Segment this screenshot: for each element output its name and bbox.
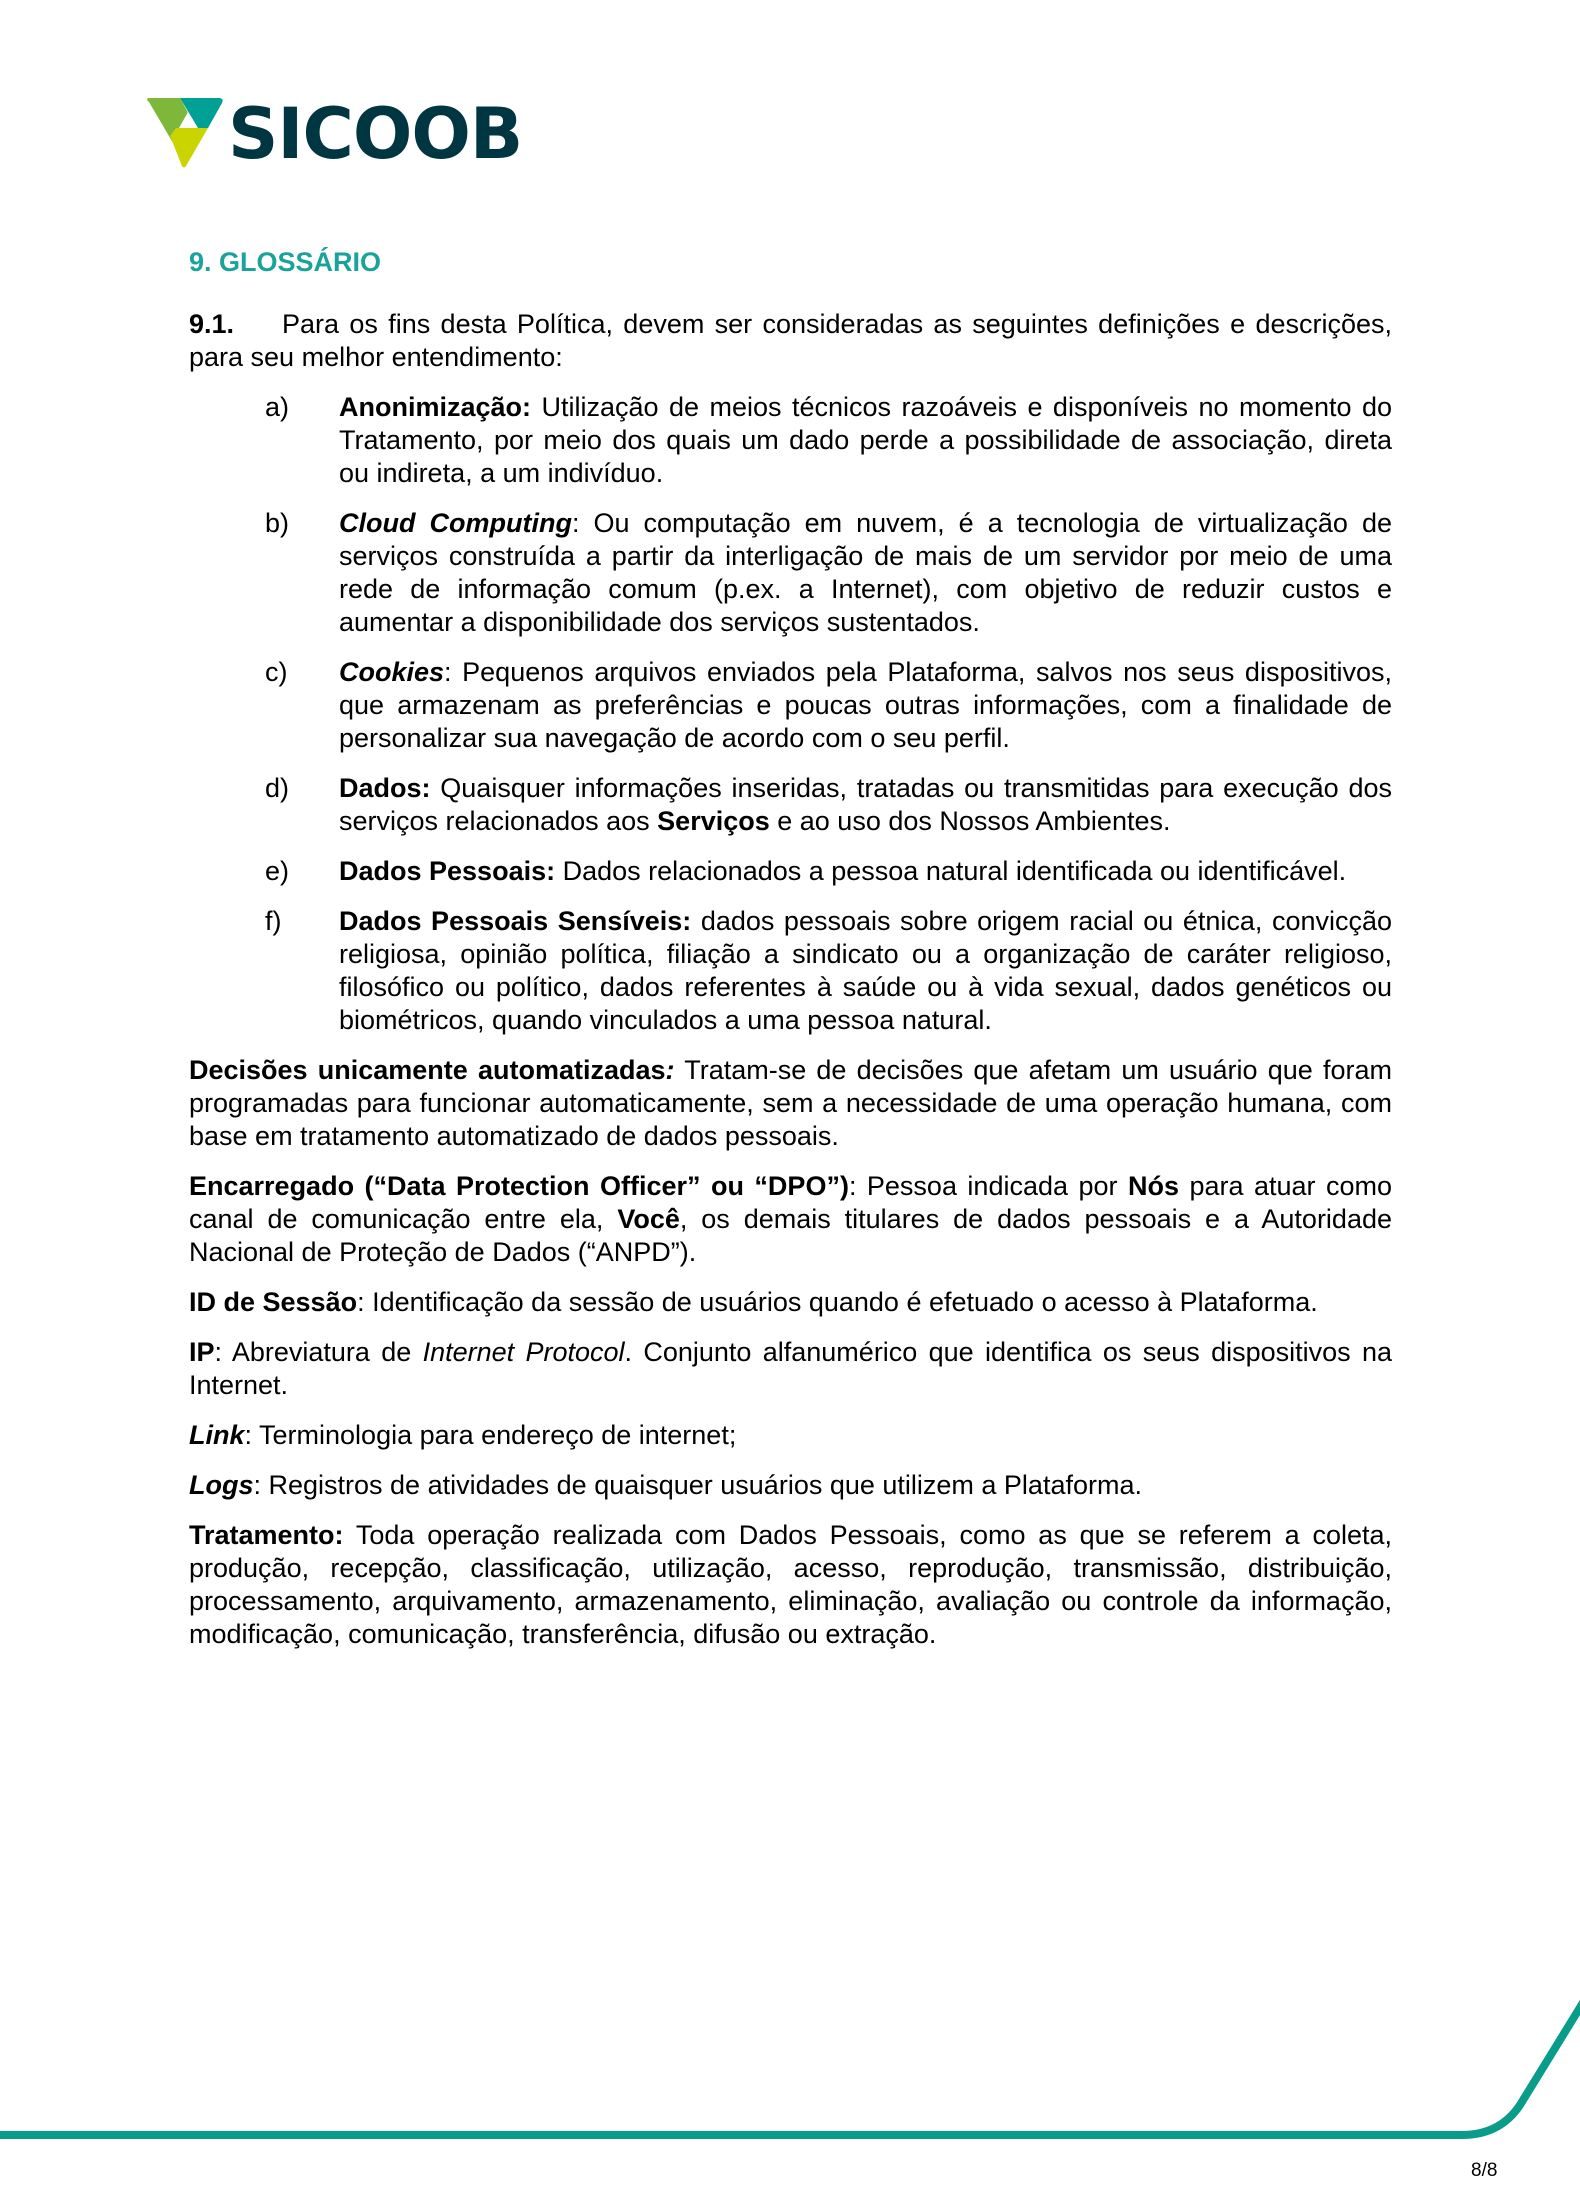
list-marker: a)	[265, 392, 290, 422]
definition: Utilização de meios técnicos razoáveis e disponíveis no momento do Tratamento, por meio dos quais um dado perde a possibilidade de associação, direta ou indireta, a um indivíduo.	[339, 392, 1392, 488]
sicoob-triangle-icon	[146, 98, 226, 170]
entry-decisoes	[189, 1054, 1392, 1153]
entry-logs	[189, 1469, 1392, 1502]
definition: Toda operação realizada com Dados Pessoais, como as que se referem a coleta, produção, recepção, classificação, utilização, acesso, reprodução, transmissão, distribuição, processamento, arquivamento, armazenamento, eliminação, avaliação ou controle da informação, modificação, comunicação, transferência, difusão ou extração.	[189, 1520, 1392, 1649]
definition-emphasis: Você	[617, 1204, 680, 1234]
list-item-dados-pessoais-sensiveis	[189, 905, 1392, 1037]
term-colon: :	[665, 1055, 675, 1085]
definition: : Pequenos arquivos enviados pela Plataforma, salvos nos seus dispositivos, que armazenam as preferências e poucas outras informações, com a finalidade de personalizar sua navegação de acordo com o seu perfil.	[339, 657, 1392, 753]
clause-number: 9.1.	[189, 309, 235, 339]
entry-encarregado	[189, 1170, 1392, 1269]
entry-ip	[189, 1336, 1392, 1402]
section-title: 9. GLOSSÁRIO	[189, 247, 382, 277]
list-item-dados	[189, 772, 1392, 838]
term: Anonimização:	[339, 392, 532, 422]
entry-link	[189, 1419, 1392, 1452]
definition: Dados relacionados a pessoa natural identificada ou identificável.	[555, 856, 1347, 886]
list-item-dados-pessoais	[189, 855, 1392, 888]
list-marker: c)	[265, 657, 288, 687]
definition: Quaisquer informações inseridas, tratadas ou transmitidas para execução dos serviços relacionados aos	[339, 773, 1392, 836]
definition: dados pessoais sobre origem racial ou étnica, convicção religiosa, opinião política, filiação a sindicato ou a organização de caráter religioso, filosófico ou político, dados referentes à saúde ou à vida sexual, dados genéticos ou biométricos, quando vinculados a uma pessoa natural.	[339, 906, 1393, 1035]
term: Decisões unicamente automatizadas	[189, 1055, 666, 1085]
definition: para atuar como canal de comunicação entre ela,	[189, 1171, 1392, 1234]
term: Cookies	[339, 657, 445, 687]
list-marker: b)	[265, 508, 290, 538]
definition: . Conjunto alfanumérico que identifica os seus dispositivos na Internet.	[189, 1337, 1392, 1400]
definition: : Abreviatura de	[214, 1337, 423, 1367]
definition: Tratam-se de decisões que afetam um usuário que foram programadas para funcionar automaticamente, sem a necessidade de uma operação humana, com base em tratamento automatizado de dados pessoais.	[189, 1055, 1392, 1151]
intro-paragraph	[189, 308, 1392, 374]
definition-emphasis: Nós	[1127, 1171, 1179, 1201]
definition: : Pessoa indicada por	[848, 1171, 1128, 1201]
term: ID de Sessão	[189, 1287, 358, 1317]
term: Logs	[189, 1470, 254, 1500]
definition: : Registros de atividades de quaisquer usuários que utilizem a Plataforma.	[253, 1470, 1142, 1500]
definition-emphasis: Serviços	[657, 806, 770, 836]
intro-text: Para os fins desta Política, devem ser consideradas as seguintes definições e descrições, para seu melhor entendimento:	[189, 309, 1392, 372]
term: Tratamento:	[189, 1520, 344, 1550]
list-item-cloud-computing	[189, 507, 1392, 639]
definition: : Terminologia para endereço de internet;	[244, 1420, 737, 1450]
list-marker: e)	[265, 856, 290, 886]
footer-curve-decoration	[0, 1975, 1580, 2155]
definition: : Identificação da sessão de usuários quando é efetuado o acesso à Plataforma.	[357, 1287, 1318, 1317]
document-body	[189, 242, 1392, 1668]
term: Dados Pessoais:	[339, 856, 556, 886]
sicoob-logo	[146, 93, 523, 175]
term: Dados:	[339, 773, 431, 803]
definition: : Ou computação em nuvem, é a tecnologia de virtualização de serviços construída a partir da interligação de mais de um servidor por meio de uma rede de informação comum (p.ex. a Internet), com objetivo de reduzir custos e aumentar a disponibilidade dos serviços sustentados.	[339, 508, 1392, 637]
definitions-list	[189, 391, 1392, 1037]
term: Encarregado (“Data Protection Officer” ou “DPO”)	[189, 1171, 849, 1201]
entry-id-sessao	[189, 1286, 1392, 1319]
list-item-cookies	[189, 656, 1392, 755]
term: Cloud Computing	[339, 508, 572, 538]
term: IP	[189, 1337, 215, 1367]
list-marker: d)	[265, 773, 290, 803]
definition-italic: Internet Protocol	[422, 1337, 625, 1367]
list-item-anonimizacao	[189, 391, 1392, 490]
term: Link	[189, 1420, 245, 1450]
list-marker: f)	[265, 906, 282, 936]
entry-tratamento	[189, 1519, 1392, 1651]
definition: , os demais titulares de dados pessoais e a Autoridade Nacional de Proteção de Dados (“ANPD”).	[189, 1204, 1392, 1267]
term: Dados Pessoais Sensíveis:	[339, 906, 692, 936]
sicoob-wordmark: SICOOB	[228, 93, 523, 175]
definition: e ao uso dos Nossos Ambientes.	[769, 806, 1171, 836]
page-number: 8/8	[1471, 2160, 1498, 2181]
